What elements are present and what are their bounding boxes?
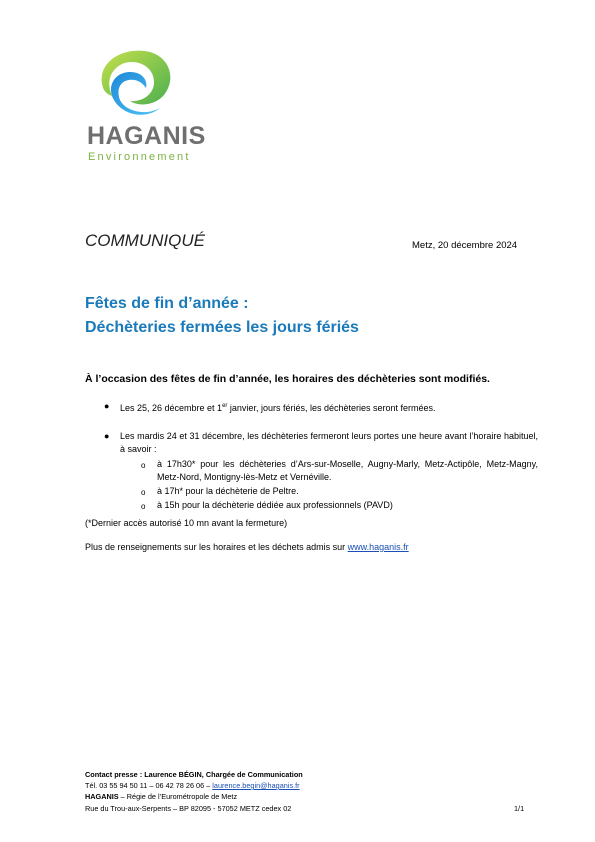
footnote-note: (*Dernier accès autorisé 10 mn avant la fermeture) <box>85 518 288 528</box>
more-info-line <box>85 542 409 552</box>
title-line-1: Fêtes de fin d’année : <box>85 295 249 312</box>
brand-subtitle: Environnement <box>88 151 191 163</box>
circle-bullet-icon: o <box>141 461 146 470</box>
bullet-dot-icon: ● <box>104 431 110 441</box>
postal-address: Rue du Trou-aux-Serpents – BP 82095 - 57052 METZ cedex 02 <box>85 804 292 813</box>
more-info-text: Plus de renseignements sur les horaires et les déchets admis sur <box>85 542 348 552</box>
superscript: er <box>222 403 228 409</box>
document-date: Metz, 20 décembre 2024 <box>412 240 518 251</box>
bullet-text: janvier, jours fériés, les déchèteries seront fermées. <box>227 403 436 413</box>
organization-line <box>85 792 237 801</box>
phone-numbers: Tél. 03 55 94 50 11 – 06 42 78 26 06 – <box>85 781 213 790</box>
circle-bullet-icon: o <box>141 488 146 497</box>
press-contact: Contact presse : Laurence BÉGIN, Chargée de Communication <box>85 770 303 779</box>
sub-bullet-item: à 17h30* pour les déchèteries d’Ars-sur-Moselle, Augny-Marly, Metz-Actipôle, Metz-Magny, Metz-Nord, Montigny-lès-Metz et Vernéville. <box>157 459 538 482</box>
page-number: 1/1 <box>514 804 525 813</box>
sub-bullet-item: à 15h pour la déchèterie dédiée aux professionnels (PAVD) <box>157 500 393 510</box>
email-link[interactable]: laurence.begin@haganis.fr <box>212 781 300 790</box>
haganis-logo-icon <box>96 46 176 118</box>
document-type: COMMUNIQUÉ <box>85 231 205 250</box>
contact-phones <box>85 781 300 790</box>
website-link[interactable]: www.haganis.fr <box>347 542 409 552</box>
brand-name: HAGANIS <box>87 122 206 150</box>
organization-description: – Régie de l’Eurométropole de Metz <box>118 792 238 801</box>
bullet-item-holidays <box>120 400 540 415</box>
sub-bullet-item: à 17h* pour la déchèterie de Peltre. <box>157 486 299 496</box>
organization-name: HAGANIS <box>85 792 119 801</box>
bullet-dot-icon: ● <box>104 401 110 411</box>
bullet-item-early-closing: Les mardis 24 et 31 décembre, les déchèteries fermeront leurs portes une heure avant l’horaire habituel, à savoir : <box>120 431 538 454</box>
bullet-text: Les 25, 26 décembre et 1 <box>120 403 223 413</box>
intro-paragraph: À l’occasion des fêtes de fin d’année, les horaires des déchèteries sont modifiés. <box>85 373 490 385</box>
title-line-2: Déchèteries fermées les jours fériés <box>85 319 359 336</box>
circle-bullet-icon: o <box>141 502 146 511</box>
